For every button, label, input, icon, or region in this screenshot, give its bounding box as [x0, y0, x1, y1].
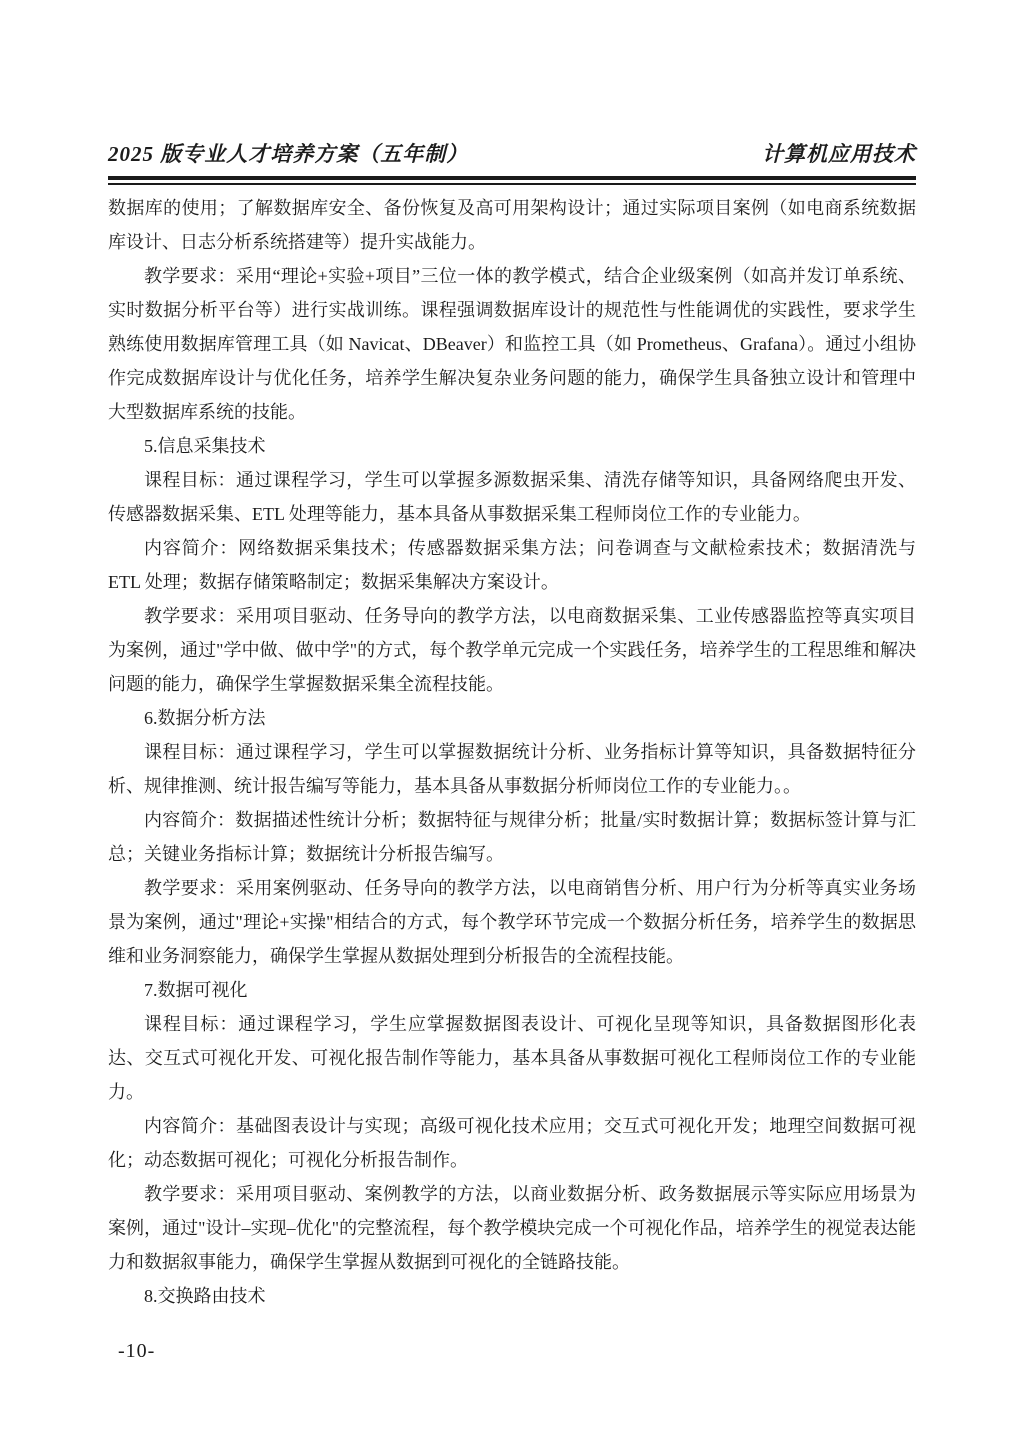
paragraph: 课程目标：通过课程学习，学生可以掌握数据统计分析、业务指标计算等知识，具备数据特征分析、规律推测、统计报告编写等能力，基本具备从事数据分析师岗位工作的专业能力。。 [108, 742, 916, 796]
document-body [108, 191, 916, 1313]
header-left-title: 2025 版专业人才培养方案（五年制） [108, 142, 469, 166]
header-right-title: 计算机应用技术 [762, 142, 916, 166]
header-double-rule [108, 176, 916, 185]
page-header [108, 138, 916, 168]
section-heading: 7.数据可视化 [144, 980, 248, 1000]
paragraph: 教学要求：采用案例驱动、任务导向的教学方法，以电商销售分析、用户行为分析等真实业务场景为案例，通过"理论+实操"相结合的方式，每个教学环节完成一个数据分析任务，培养学生的数据思维和业务洞察能力，确保学生掌握从数据处理到分析报告的全流程技能。 [108, 878, 916, 966]
paragraph: 内容简介：网络数据采集技术；传感器数据采集方法；问卷调查与文献检索技术；数据清洗与 ETL 处理；数据存储策略制定；数据采集解决方案设计。 [108, 538, 916, 592]
section-heading: 5.信息采集技术 [144, 436, 266, 456]
paragraph: 数据库的使用；了解数据库安全、备份恢复及高可用架构设计；通过实际项目案例（如电商系统数据库设计、日志分析系统搭建等）提升实战能力。 [108, 198, 916, 252]
paragraph: 内容简介：基础图表设计与实现；高级可视化技术应用；交互式可视化开发；地理空间数据可视化；动态数据可视化；可视化分析报告制作。 [108, 1116, 916, 1170]
section-heading: 8.交换路由技术 [144, 1286, 266, 1306]
section-heading: 6.数据分析方法 [144, 708, 266, 728]
paragraph: 课程目标：通过课程学习，学生可以掌握多源数据采集、清洗存储等知识，具备网络爬虫开发、传感器数据采集、ETL 处理等能力，基本具备从事数据采集工程师岗位工作的专业能力。 [108, 470, 916, 524]
page-number: -10- [118, 1340, 156, 1362]
paragraph: 教学要求：采用“理论+实验+项目”三位一体的教学模式，结合企业级案例（如高并发订单系统、实时数据分析平台等）进行实战训练。课程强调数据库设计的规范性与性能调优的实践性，要求学生熟练使用数据库管理工具（如 Navicat、DBeaver）和监控工具（如 Prometheus、Grafana）。通过小组协作完成数据库设计与优化任务，培养学生解决复杂业务问题的能力，确保学生具备独立设计和管理中大型数据库系统的技能。 [108, 266, 916, 422]
paragraph: 教学要求：采用项目驱动、任务导向的教学方法，以电商数据采集、工业传感器监控等真实项目为案例，通过"学中做、做中学"的方式，每个教学单元完成一个实践任务，培养学生的工程思维和解决问题的能力，确保学生掌握数据采集全流程技能。 [108, 606, 916, 694]
paragraph: 教学要求：采用项目驱动、案例教学的方法，以商业数据分析、政务数据展示等实际应用场景为案例，通过"设计–实现–优化"的完整流程，每个教学模块完成一个可视化作品，培养学生的视觉表达能力和数据叙事能力，确保学生掌握从数据到可视化的全链路技能。 [108, 1184, 916, 1272]
paragraph: 课程目标：通过课程学习，学生应掌握数据图表设计、可视化呈现等知识，具备数据图形化表达、交互式可视化开发、可视化报告制作等能力，基本具备从事数据可视化工程师岗位工作的专业能力。 [108, 1014, 916, 1102]
paragraph: 内容简介：数据描述性统计分析；数据特征与规律分析；批量/实时数据计算；数据标签计算与汇总；关键业务指标计算；数据统计分析报告编写。 [108, 810, 916, 864]
page-footer [118, 1340, 155, 1363]
